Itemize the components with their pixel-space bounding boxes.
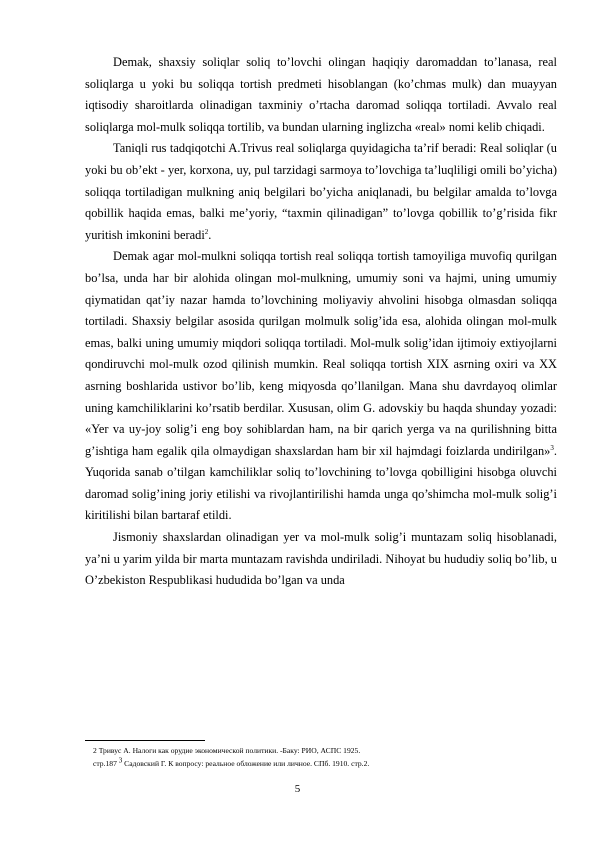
paragraph-1 [85, 52, 557, 138]
page-number: 5 [294, 783, 301, 795]
footnote-1 [93, 744, 557, 757]
paragraph-3 [85, 246, 557, 527]
footnotes [93, 744, 557, 770]
paragraph-4 [85, 527, 557, 592]
footnote-1-text: 2 Тривус А. Налоги как орудие экономической политики. -Баку: РИО, АСПС 1925. [93, 746, 361, 755]
footnote-2-prefix: стр.187 [93, 759, 119, 768]
paragraph-3-text: Demak agar mol-mulkni soliqqa tortish real soliqqa tortish tamoyiliga muvofiq qurilgan bo’lsa, unda har bir alohida olingan mol-mulkning, umumiy soni va hajmi, uning umumiy qiymatidan qat’iy nazar hamda to’lovchining moliyaviy ahvolini hisobga olmasdan soliqqa tortiladi. Shaxsiy belgilar asosida qurilgan molmulk solig’ida esa, alohida olingan mol-mulk emas, balki uning umumiy miqdori soliqqa tortiladi. Mol-mulk solig’idan ijtimoiy extiyojlarni qondiruvchi mol-mulk ozod qilinish mumkin. Real soliqqa tortish XIX asrning oxiri va XX asrning boshlarida ustivor bo’lib, keng miqyosda qo’llanilgan. Mana shu davrdayoq olimlar uning kamchiliklarini ko’rsatib berdilar. Xususan, olim G. adovskiy bu haqda shunday yozadi: «Yer va uy-joy solig’i eng boy sohiblardan ham, na bir qarich yerga va na qurilishning bitta g’ishtiga ham egalik qila olmaydigan shaxslardan ham bir xil hajmdagi foizlarda undirilgan» [85, 249, 557, 458]
paragraph-1-text: Demak, shaxsiy soliqlar soliq to’lovchi olingan haqiqiy daromaddan to’lanasa, real soliqlarga u yoki bu soliqqa tortish predmeti hisoblangan (ko’chmas mulk) dan muayyan iqtisodiy sharoitlarda olinadigan taxminiy o’rtacha daromad soliqqa tortiladi. Avvalo real soliqlarga mol-mulk soliqqa tortilib, va bundan ularning inglizcha «real» nomi kelib chiqadi. [85, 55, 557, 134]
footnote-ref-2[interactable]: 2 [204, 227, 209, 236]
paragraph-2: Taniqli rus tadqiqotchi A.Trivus real soliqlarga quyidagicha ta’rif beradi: Real soliqlar (u yoki bu ob’ekt - yer, korxona, uy, pul tarzidagi sarmoya to’lovchiga ta’luqliligi omili bo’yicha) soliqqa tortiladigan mulkning aniq belgilari bo’yicha aniqlanadi, bu belgilar amalda to’lovga qobillik haqida emas, balki me’yoriy, “taxmin qilinadigan” to’lovga qobillik to’g’risida fikr yuritish imkonini beradi$^2$. [85, 141, 557, 242]
footnote-2-text: Садовский Г. К вопросу: реальное обложение или личное. СПб. 1910. стр.2. [122, 759, 370, 768]
paragraph-2-text: Taniqli rus tadqiqotchi A.Trivus real soliqlarga quyidagicha ta’rif beradi: Real soliqlar (u yoki bu ob’ekt - yer, korxona, uy, pul tarzidagi sarmoya to’lovchiga ta’luqliligi omili bo’yicha) soliqqa tortiladigan mulkning aniq belgilari bo’yicha aniqlanadi, bu belgilar amalda to’lovga qobillik haqida emas, balki me’yoriy, “taxmin qilinadigan” to’lovga qobillik to’g’risida fikr yuritish imkonini beradi [85, 141, 557, 242]
footnote-ref-3[interactable]: 3 [550, 443, 554, 452]
paragraph-3-continuation: . Yuqorida sanab o’tilgan kamchiliklar soliq to’lovchining to’lovga qobilligini hisobga oluvchi daromad solig’ining joriy etilishi va rivojlantirilishi hamda unga qo’shimcha mol-mulk solig’i kiritilishi bilan bartaraf etildi. [85, 443, 557, 523]
paragraph-4-text: Jismoniy shaxslardan olinadigan yer va mol-mulk solig’i muntazam soliq hisoblanadi, ya’ni u yarim yilda bir marta muntazam ravishda undiriladi. Nihoyat bu hududiy soliq bo’lib, u O’zbekiston Respublikasi hududida bo’lgan va unda [85, 530, 557, 588]
document-body [85, 52, 557, 592]
footnote-2-ref: 3 [118, 756, 123, 765]
footnote-separator [85, 740, 205, 741]
footnote-2 [93, 757, 557, 770]
